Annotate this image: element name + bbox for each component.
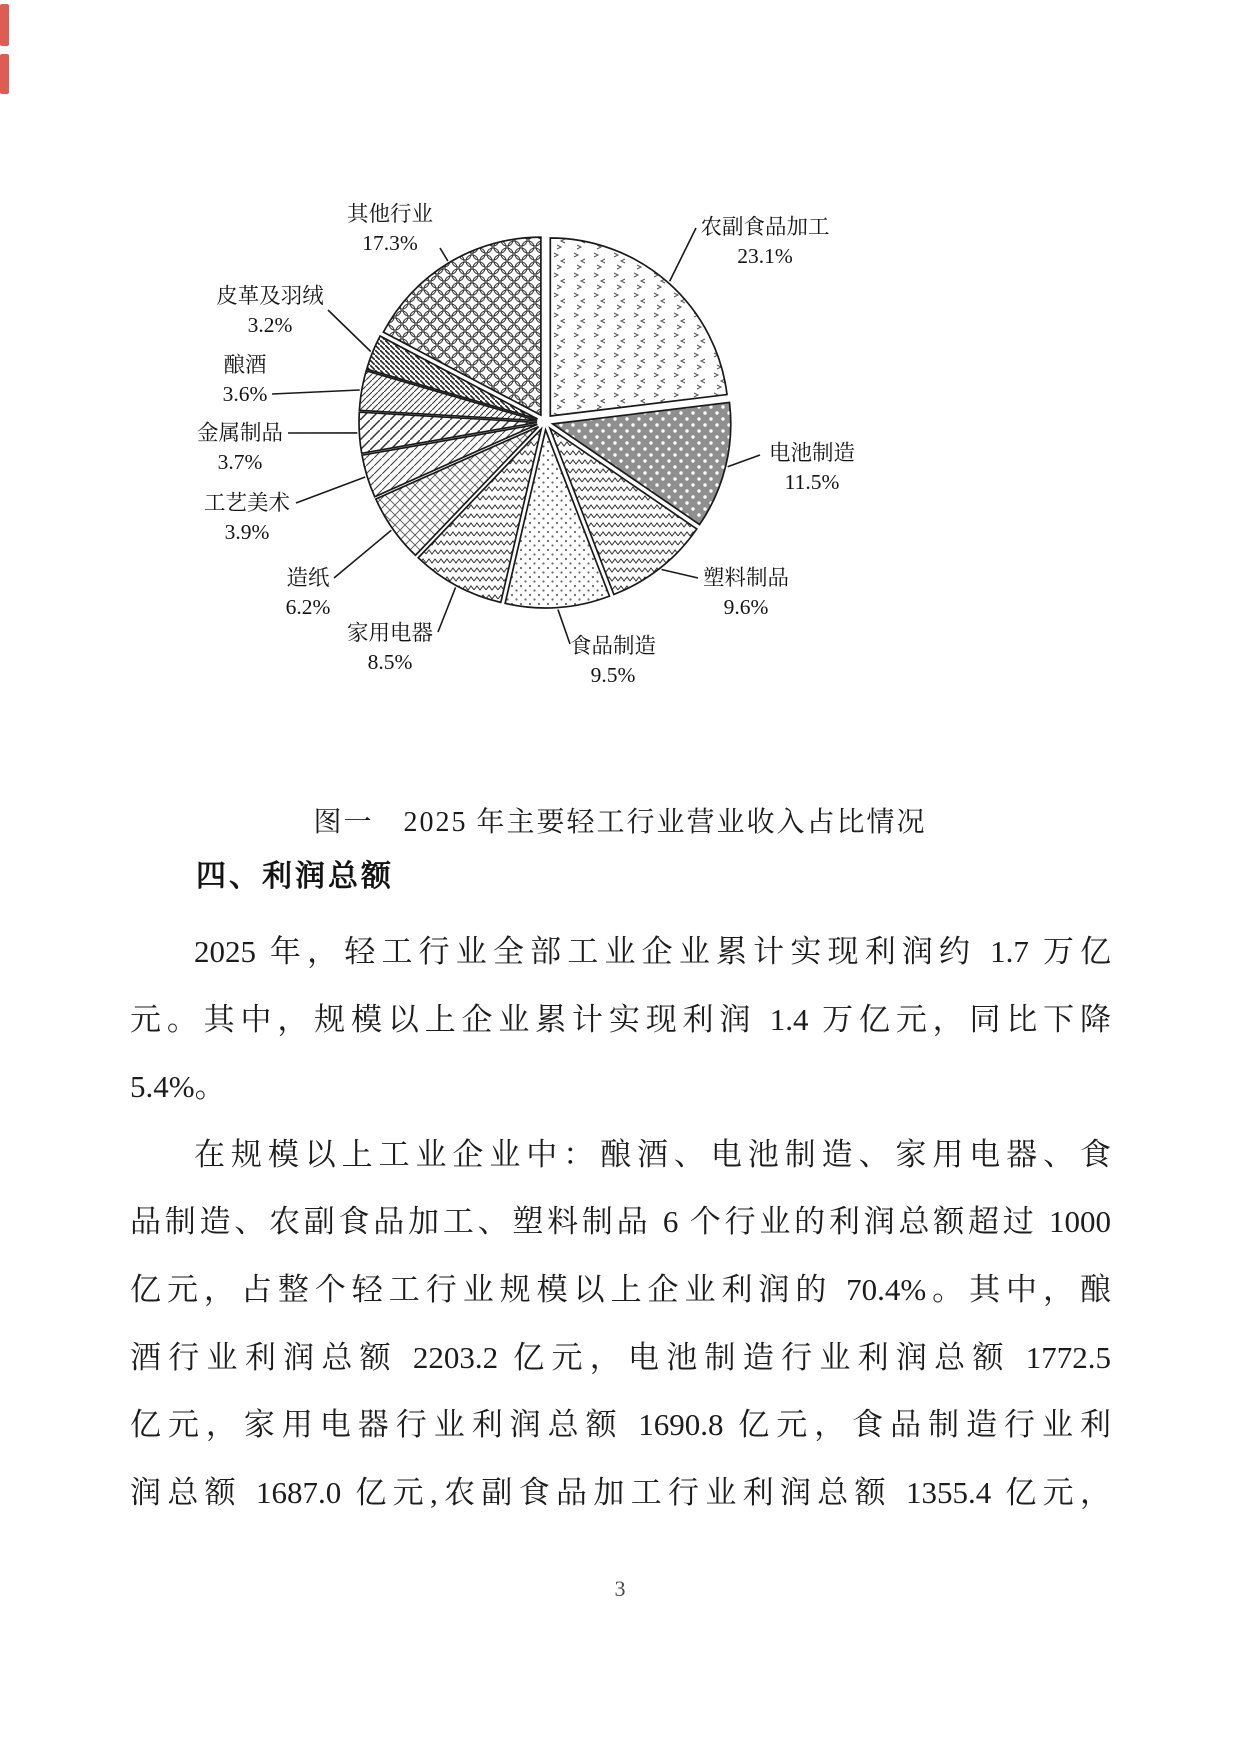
pie-chart (150, 170, 1090, 730)
slice-percent-label: 11.5% (784, 470, 840, 494)
body-line: 5.4%。 (130, 1069, 226, 1105)
body-line: 亿元，家用电器行业利润总额 1690.8 亿元，食品制造行业利 (130, 1407, 1111, 1443)
slice-label: 家用电器 (346, 621, 434, 645)
body-line: 品制造、农副食品加工、塑料制品 6 个行业的利润总额超过 1000 (130, 1204, 1111, 1240)
red-stamp-fragment (0, 4, 9, 46)
slice-label: 农副食品加工 (700, 215, 830, 239)
red-stamp-fragment (0, 54, 9, 94)
body-line: 润总额 1687.0 亿元,农副食品加工行业利润总额 1355.4 亿元， (130, 1474, 1111, 1510)
leader-line (662, 570, 698, 578)
figure-caption: 图一 2025 年主要轻工行业营业收入占比情况 (313, 807, 927, 838)
slice-percent-label: 3.2% (247, 313, 293, 337)
slice-label: 塑料制品 (702, 566, 790, 590)
slice-label: 食品制造 (569, 634, 657, 658)
leader-line (440, 248, 448, 261)
body-line: 在规模以上工业企业中：酿酒、电池制造、家用电器、食 (194, 1136, 1111, 1172)
slice-percent-label: 3.7% (217, 450, 263, 474)
body-text (130, 918, 1111, 1526)
body-line: 元。其中，规模以上企业累计实现利润 1.4 万亿元，同比下降 (130, 1001, 1111, 1037)
slice-label: 金属制品 (196, 421, 284, 445)
leader-line (670, 228, 696, 281)
body-line: 亿元，占整个轻工行业规模以上企业利润的 70.4%。其中，酿 (130, 1271, 1111, 1307)
leader-line (558, 610, 570, 644)
slice-percent-label: 3.9% (224, 520, 270, 544)
slice-percent-label: 9.5% (590, 663, 636, 687)
leader-line (272, 390, 360, 394)
leader-line (728, 455, 760, 467)
slice-percent-label: 3.6% (222, 382, 268, 406)
slice-label: 皮革及羽绒 (216, 284, 324, 308)
page-number: 3 (614, 1576, 626, 1601)
slice-percent-label: 8.5% (367, 650, 413, 674)
slice-percent-label: 23.1% (737, 244, 793, 268)
slice-label: 电池制造 (768, 441, 856, 465)
slice-percent-label: 6.2% (285, 595, 331, 619)
body-line: 2025 年，轻工行业全部工业企业累计实现利润约 1.7 万亿 (194, 934, 1111, 969)
slice-percent-label: 9.6% (723, 595, 769, 619)
leader-line (328, 310, 371, 351)
slice-label: 造纸 (286, 566, 330, 590)
slice-label: 酿酒 (223, 353, 267, 377)
leader-line (296, 477, 365, 503)
slice-label: 工艺美术 (203, 491, 291, 515)
section-heading: 四、利润总额 (196, 860, 394, 893)
leader-line (438, 587, 456, 632)
body-line: 酒行业利润总额 2203.2 亿元，电池制造行业利润总额 1772.5 (130, 1339, 1111, 1375)
slice-label: 其他行业 (346, 202, 434, 226)
slice-percent-label: 17.3% (362, 231, 418, 255)
pie-slice (550, 238, 727, 416)
leader-line (334, 530, 391, 578)
